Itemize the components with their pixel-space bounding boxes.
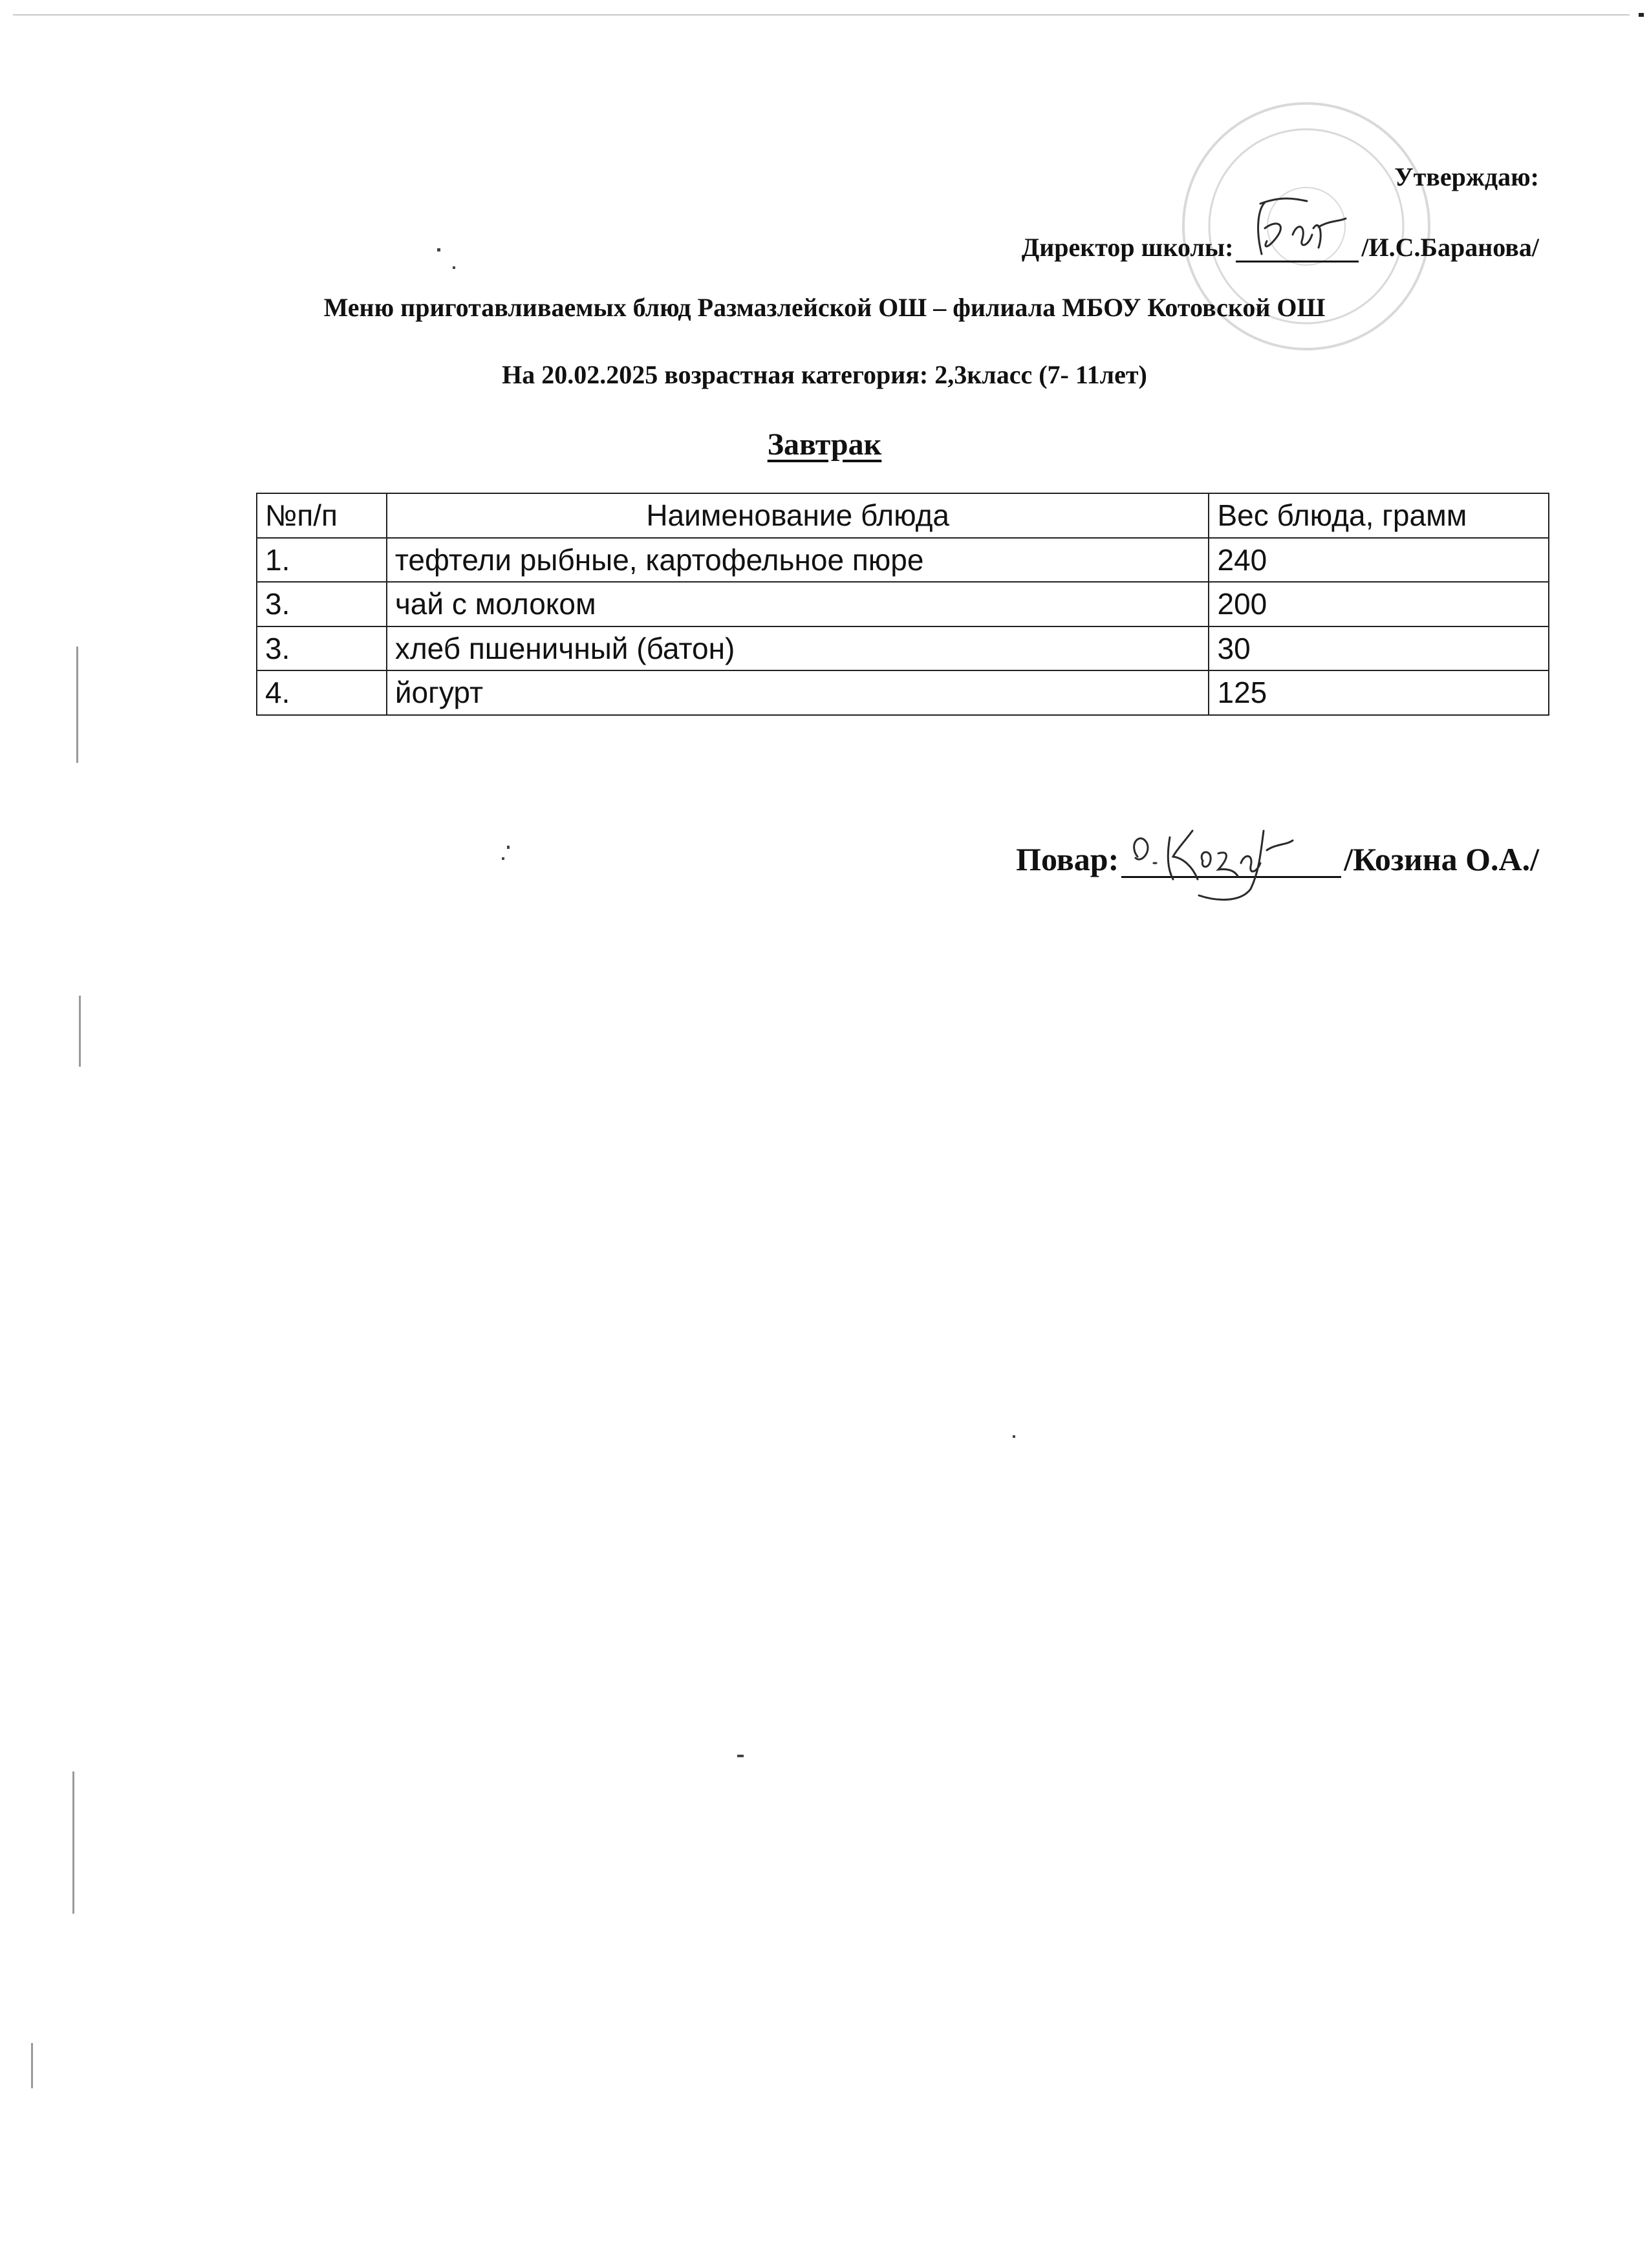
cook-signature-line — [1121, 844, 1341, 878]
scan-mark — [1013, 1435, 1015, 1438]
scan-mark — [1639, 13, 1644, 17]
section-heading-breakfast: Завтрак — [767, 427, 882, 462]
table-row — [257, 626, 1549, 671]
approval-title: Утверждаю: — [1394, 162, 1539, 191]
header-number: №п/п — [257, 493, 387, 538]
header-weight: Вес блюда, грамм — [1209, 493, 1549, 538]
table-row — [257, 538, 1549, 583]
row-weight: 125 — [1209, 670, 1549, 715]
table-row — [257, 670, 1549, 715]
row-number: 3. — [257, 582, 387, 626]
row-weight: 200 — [1209, 582, 1549, 626]
table-header-row — [257, 493, 1549, 538]
director-label: Директор школы: — [1021, 233, 1234, 262]
scan-mark — [502, 857, 504, 860]
menu-table — [256, 493, 1549, 716]
cook-name: /Козина О.А./ — [1344, 841, 1539, 877]
row-number: 3. — [257, 626, 387, 671]
scan-mark — [437, 248, 440, 251]
table-row — [257, 582, 1549, 626]
director-line — [1022, 232, 1539, 262]
approval-block — [1022, 162, 1539, 262]
row-weight: 240 — [1209, 538, 1549, 583]
cook-signature — [1121, 818, 1341, 908]
director-name: /И.С.Баранова/ — [1361, 233, 1539, 262]
director-signature-line — [1236, 235, 1359, 262]
scan-mark — [31, 2043, 33, 2088]
row-weight: 30 — [1209, 626, 1549, 671]
scan-mark — [76, 647, 78, 763]
scan-mark — [79, 996, 81, 1067]
row-dish-name: тефтели рыбные, картофельное пюре — [387, 538, 1209, 583]
cook-signature-block — [1016, 840, 1539, 878]
row-dish-name: чай с молоком — [387, 582, 1209, 626]
scan-edge-line — [13, 14, 1630, 16]
director-signature — [1236, 189, 1359, 261]
header-dish-name: Наименование блюда — [387, 493, 1209, 538]
scan-mark — [737, 1755, 744, 1757]
row-dish-name: хлеб пшеничный (батон) — [387, 626, 1209, 671]
menu-title: Меню приготавливаемых блюд Размазлейской ОШ – филиала МБОУ Котовской ОШ — [323, 293, 1326, 322]
row-dish-name: йогурт — [387, 670, 1209, 715]
scan-mark — [507, 846, 510, 849]
scan-mark — [453, 266, 455, 269]
row-number: 1. — [257, 538, 387, 583]
cook-label: Повар: — [1016, 841, 1119, 877]
menu-date-line: На 20.02.2025 возрастная категория: 2,3класс (7- 11лет) — [502, 360, 1147, 389]
row-number: 4. — [257, 670, 387, 715]
scan-mark — [72, 1771, 74, 1914]
